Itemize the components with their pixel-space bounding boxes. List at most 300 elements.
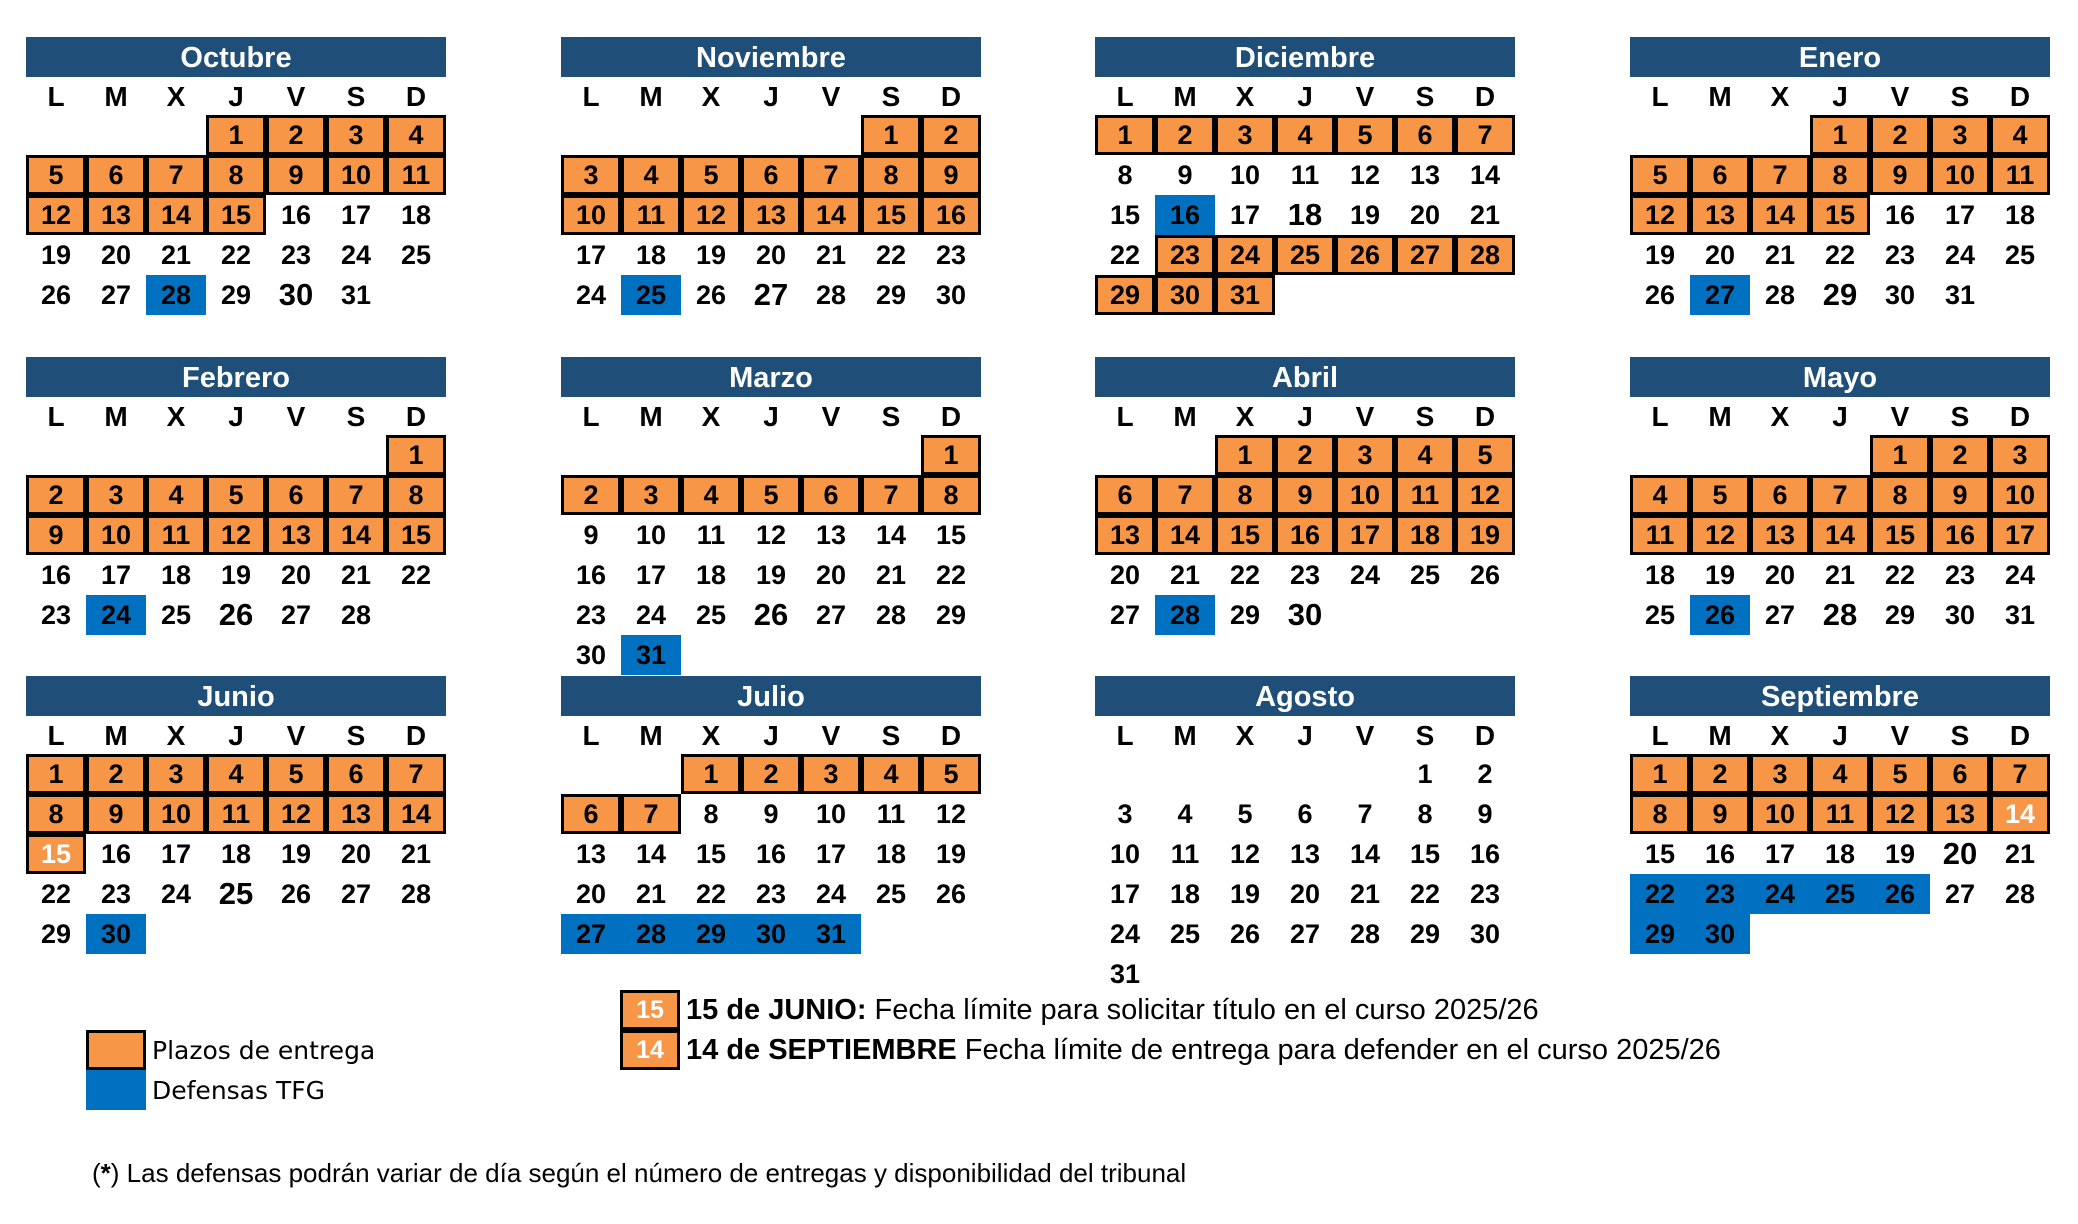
- day-cell: 12: [1229, 839, 1261, 869]
- day-cell: 21: [875, 560, 907, 590]
- day-cell: 3: [561, 155, 621, 195]
- day-cell: 5: [1335, 115, 1395, 155]
- day-cell: 27: [1109, 600, 1141, 630]
- month-title: Marzo: [561, 357, 981, 397]
- day-cell: 12: [755, 520, 787, 550]
- weekday-label: S: [1415, 720, 1435, 751]
- weekday-label: M: [1708, 720, 1732, 751]
- day-cell: 25: [160, 600, 192, 630]
- day-cell: 27: [340, 879, 372, 909]
- day-cell: 28: [875, 600, 907, 630]
- day-cell: 29: [1630, 914, 1690, 954]
- weekday-label: V: [286, 720, 306, 751]
- day-cell: 19: [1884, 839, 1916, 869]
- day-cell: 10: [561, 195, 621, 235]
- day-cell: 7: [1155, 475, 1215, 515]
- day-cell: 29: [875, 280, 907, 310]
- day-cell: 10: [1990, 475, 2050, 515]
- day-cell: 23: [1155, 235, 1215, 275]
- day-cell: 26: [753, 597, 789, 632]
- day-cell: 4: [146, 475, 206, 515]
- day-cell: 23: [1884, 240, 1916, 270]
- weekday-label: M: [104, 81, 128, 112]
- day-cell: 1: [1810, 115, 1870, 155]
- month-agosto: [1095, 676, 1515, 994]
- day-cell: 21: [400, 839, 432, 869]
- day-cell: 28: [1155, 595, 1215, 635]
- note-septiembre-badge: 14: [620, 1030, 680, 1070]
- day-cell: 28: [1822, 597, 1858, 632]
- day-cell: 27: [561, 914, 621, 954]
- day-cell: 10: [1750, 794, 1810, 834]
- day-cell: 5: [206, 475, 266, 515]
- day-cell: 20: [1109, 560, 1141, 590]
- day-cell: 16: [100, 839, 132, 869]
- day-cell: 10: [635, 520, 667, 550]
- day-cell: 4: [681, 475, 741, 515]
- day-cell: 5: [921, 754, 981, 794]
- day-cell: 18: [1169, 879, 1201, 909]
- day-cell: 18: [400, 200, 432, 230]
- weekday-header: [561, 397, 981, 435]
- weekday-label: D: [405, 401, 427, 432]
- day-cell: 25: [875, 879, 907, 909]
- day-cell: 3: [1750, 754, 1810, 794]
- weekday-label: X: [166, 81, 186, 112]
- day-cell: 4: [1990, 115, 2050, 155]
- footnote-text: ) Las defensas podrán variar de día según el número de entregas y disponibilidad del tribunal: [110, 1158, 1187, 1188]
- day-cell: 14: [801, 195, 861, 235]
- day-cell: 15: [386, 515, 446, 555]
- day-cell: 6: [1395, 115, 1455, 155]
- weekday-label: V: [1890, 401, 1910, 432]
- day-cell: 25: [1810, 874, 1870, 914]
- day-cell: 5: [1630, 155, 1690, 195]
- weekday-label: D: [405, 720, 427, 751]
- day-cell: 9: [763, 799, 779, 829]
- day-cell: 21: [1764, 240, 1796, 270]
- day-cell: 8: [1215, 475, 1275, 515]
- day-cell: 4: [621, 155, 681, 195]
- legend-plazos-label: Plazos de entrega: [152, 1035, 376, 1065]
- weekday-label: S: [881, 720, 901, 751]
- month-title: Diciembre: [1095, 37, 1515, 77]
- weekday-header: [561, 77, 981, 115]
- weekday-label: V: [1890, 720, 1910, 751]
- day-cell: 30: [1155, 275, 1215, 315]
- day-cell: 8: [1870, 475, 1930, 515]
- day-cell: 4: [206, 754, 266, 794]
- day-cell: 18: [160, 560, 192, 590]
- day-cell: 3: [86, 475, 146, 515]
- day-cell: 3: [1117, 799, 1133, 829]
- weekday-label: L: [582, 81, 600, 112]
- day-cell: 5: [681, 155, 741, 195]
- day-cell: 4: [1395, 435, 1455, 475]
- weekday-label: M: [1708, 401, 1732, 432]
- day-cell: 6: [801, 475, 861, 515]
- day-cell: 17: [340, 200, 372, 230]
- day-cell: 12: [935, 799, 967, 829]
- weekday-header: [26, 77, 446, 115]
- day-cell: 27: [1395, 235, 1455, 275]
- day-cell: 4: [861, 754, 921, 794]
- day-cell: 29: [935, 600, 967, 630]
- weekday-label: M: [1173, 81, 1197, 112]
- weekday-label: L: [1651, 401, 1669, 432]
- note-septiembre-text: Fecha límite de entrega para defender en el curso 2025/26: [956, 1033, 1721, 1066]
- day-cell: 28: [1764, 280, 1796, 310]
- weekday-label: M: [104, 401, 128, 432]
- weekday-label: L: [1116, 401, 1134, 432]
- day-cell: 23: [1289, 560, 1321, 590]
- day-cell: 27: [815, 600, 847, 630]
- weekday-label: S: [881, 81, 901, 112]
- day-cell: 11: [1810, 794, 1870, 834]
- weekday-label: V: [821, 720, 841, 751]
- day-cell: 28: [1455, 235, 1515, 275]
- day-cell: 14: [635, 839, 667, 869]
- day-cell: 23: [1469, 879, 1501, 909]
- day-cell: 26: [1229, 919, 1261, 949]
- day-cell: 1: [861, 115, 921, 155]
- month-enero: [1630, 37, 2050, 355]
- day-cell: 9: [1930, 475, 1990, 515]
- day-cell: 24: [1750, 874, 1810, 914]
- day-cell: 24: [1349, 560, 1381, 590]
- day-cell: 1: [1630, 754, 1690, 794]
- day-cell: 1: [681, 754, 741, 794]
- day-cell: 11: [621, 195, 681, 235]
- day-cell: 20: [575, 879, 607, 909]
- day-cell: 6: [1297, 799, 1313, 829]
- note-junio: [620, 990, 1539, 1030]
- day-cell: 24: [2004, 560, 2036, 590]
- month-title: Noviembre: [561, 37, 981, 77]
- day-cell: 2: [1275, 435, 1335, 475]
- day-cell: 11: [1630, 515, 1690, 555]
- weekday-label: L: [1116, 720, 1134, 751]
- day-cell: 13: [1930, 794, 1990, 834]
- days-grid: [1630, 115, 2050, 355]
- day-cell: 27: [100, 280, 132, 310]
- day-cell: 31: [801, 914, 861, 954]
- day-cell: 1: [1215, 435, 1275, 475]
- day-cell: 15: [206, 195, 266, 235]
- day-cell: 19: [220, 560, 252, 590]
- day-cell: 25: [400, 240, 432, 270]
- day-cell: 9: [1477, 799, 1493, 829]
- day-cell: 11: [1290, 160, 1320, 190]
- day-cell: 16: [1469, 839, 1501, 869]
- day-cell: 18: [220, 839, 252, 869]
- note-junio-bold: 15 de JUNIO:: [686, 993, 867, 1026]
- day-cell: 31: [2004, 600, 2036, 630]
- day-cell: 11: [1990, 155, 2050, 195]
- day-cell: 16: [575, 560, 607, 590]
- day-cell: 2: [561, 475, 621, 515]
- day-cell: 7: [1810, 475, 1870, 515]
- days-grid: [1095, 754, 1515, 994]
- day-cell: 30: [1884, 280, 1916, 310]
- day-cell: 18: [1287, 197, 1323, 232]
- day-cell: 19: [1644, 240, 1676, 270]
- day-cell: 30: [1287, 597, 1323, 632]
- weekday-label: J: [1297, 81, 1313, 112]
- day-cell: 25: [218, 876, 254, 911]
- day-cell: 17: [1990, 515, 2050, 555]
- day-cell: 25: [1169, 919, 1201, 949]
- weekday-label: J: [1832, 401, 1848, 432]
- day-cell: 14: [1469, 160, 1501, 190]
- day-cell: 16: [1275, 515, 1335, 555]
- weekday-label: S: [346, 81, 366, 112]
- day-cell: 9: [266, 155, 326, 195]
- day-cell: 20: [815, 560, 847, 590]
- day-cell: 22: [935, 560, 967, 590]
- day-cell: 7: [861, 475, 921, 515]
- month-title: Febrero: [26, 357, 446, 397]
- day-cell: 6: [1930, 754, 1990, 794]
- weekday-label: M: [104, 720, 128, 751]
- day-cell: 6: [741, 155, 801, 195]
- weekday-header: [26, 397, 446, 435]
- day-cell: 21: [815, 240, 847, 270]
- day-cell: 7: [801, 155, 861, 195]
- weekday-label: D: [2009, 720, 2031, 751]
- day-cell: 11: [206, 794, 266, 834]
- day-cell: 27: [1944, 879, 1976, 909]
- day-cell: 13: [1409, 160, 1441, 190]
- day-cell: 12: [1349, 160, 1381, 190]
- weekday-label: X: [701, 401, 721, 432]
- day-cell: 18: [635, 240, 667, 270]
- day-cell: 13: [741, 195, 801, 235]
- day-cell: 1: [1870, 435, 1930, 475]
- day-cell: 19: [1229, 879, 1261, 909]
- weekday-header: [1630, 77, 2050, 115]
- day-cell: 9: [86, 794, 146, 834]
- day-cell: 26: [218, 597, 254, 632]
- day-cell: 23: [1690, 874, 1750, 914]
- blue-swatch: [86, 1070, 146, 1110]
- day-cell: 11: [876, 799, 906, 829]
- day-cell: 4: [1177, 799, 1193, 829]
- day-cell: 1: [1417, 759, 1433, 789]
- weekday-label: S: [1415, 81, 1435, 112]
- days-grid: [1630, 435, 2050, 675]
- day-cell: 6: [561, 794, 621, 834]
- day-cell: 22: [1630, 874, 1690, 914]
- weekday-header: [26, 716, 446, 754]
- day-cell: 4: [1275, 115, 1335, 155]
- day-cell: 7: [386, 754, 446, 794]
- month-septiembre: [1630, 676, 2050, 994]
- day-cell: 14: [326, 515, 386, 555]
- day-cell: 8: [26, 794, 86, 834]
- day-cell: 21: [1169, 560, 1201, 590]
- weekday-label: V: [1355, 81, 1375, 112]
- day-cell: 24: [575, 280, 607, 310]
- day-cell: 12: [1690, 515, 1750, 555]
- day-cell: 11: [386, 155, 446, 195]
- day-cell: 2: [1477, 759, 1493, 789]
- weekday-label: L: [1116, 81, 1134, 112]
- weekday-label: V: [286, 81, 306, 112]
- day-cell: 15: [695, 839, 727, 869]
- weekday-header: [1630, 716, 2050, 754]
- day-cell: 23: [280, 240, 312, 270]
- footnote-star: *: [100, 1158, 111, 1188]
- weekday-label: D: [2009, 401, 2031, 432]
- day-cell: 19: [1704, 560, 1736, 590]
- weekday-label: V: [1355, 401, 1375, 432]
- day-cell: 20: [340, 839, 372, 869]
- day-cell: 8: [703, 799, 719, 829]
- weekday-label: L: [47, 81, 65, 112]
- month-title: Octubre: [26, 37, 446, 77]
- day-cell: 15: [1810, 195, 1870, 235]
- day-cell: 15: [26, 834, 86, 874]
- day-cell: 8: [386, 475, 446, 515]
- day-cell: 27: [1289, 919, 1321, 949]
- day-cell: 17: [100, 560, 132, 590]
- weekday-label: J: [1297, 401, 1313, 432]
- day-cell: 12: [26, 195, 86, 235]
- day-cell: 25: [1275, 235, 1335, 275]
- day-cell: 5: [1870, 754, 1930, 794]
- day-cell: 28: [815, 280, 847, 310]
- month-title: Abril: [1095, 357, 1515, 397]
- days-grid: [561, 435, 981, 675]
- day-cell: 14: [1750, 195, 1810, 235]
- day-cell: 16: [1704, 839, 1736, 869]
- weekday-label: J: [763, 81, 779, 112]
- day-cell: 17: [160, 839, 192, 869]
- month-title: Julio: [561, 676, 981, 716]
- note-junio-text: Fecha límite para solicitar título en el curso 2025/26: [866, 993, 1539, 1026]
- day-cell: 13: [326, 794, 386, 834]
- day-cell: 22: [1109, 240, 1141, 270]
- month-title: Junio: [26, 676, 446, 716]
- day-cell: 14: [1155, 515, 1215, 555]
- weekday-header: [1095, 716, 1515, 754]
- day-cell: 16: [280, 200, 312, 230]
- weekday-label: D: [2009, 81, 2031, 112]
- weekday-header: [1630, 397, 2050, 435]
- day-cell: 19: [935, 839, 967, 869]
- day-cell: 12: [266, 794, 326, 834]
- day-cell: 21: [1824, 560, 1856, 590]
- day-cell: 27: [280, 600, 312, 630]
- day-cell: 10: [1109, 839, 1141, 869]
- day-cell: 22: [1229, 560, 1261, 590]
- day-cell: 19: [1455, 515, 1515, 555]
- day-cell: 20: [100, 240, 132, 270]
- weekday-label: M: [1708, 81, 1732, 112]
- day-cell: 13: [1690, 195, 1750, 235]
- day-cell: 12: [1870, 794, 1930, 834]
- day-cell: 6: [266, 475, 326, 515]
- day-cell: 11: [696, 520, 726, 550]
- month-marzo: [561, 357, 981, 675]
- day-cell: 13: [575, 839, 607, 869]
- day-cell: 22: [400, 560, 432, 590]
- day-cell: 21: [340, 560, 372, 590]
- day-cell: 10: [1229, 160, 1261, 190]
- day-cell: 26: [695, 280, 727, 310]
- weekday-label: X: [166, 720, 186, 751]
- day-cell: 15: [1109, 200, 1141, 230]
- day-cell: 22: [695, 879, 727, 909]
- day-cell: 8: [1117, 160, 1133, 190]
- day-cell: 20: [755, 240, 787, 270]
- day-cell: 31: [621, 635, 681, 675]
- day-cell: 26: [1644, 280, 1676, 310]
- weekday-header: [1095, 397, 1515, 435]
- day-cell: 4: [1630, 475, 1690, 515]
- weekday-label: L: [47, 401, 65, 432]
- day-cell: 25: [695, 600, 727, 630]
- day-cell: 16: [40, 560, 72, 590]
- day-cell: 28: [621, 914, 681, 954]
- day-cell: 31: [1944, 280, 1976, 310]
- legend-plazos: [86, 1030, 375, 1070]
- day-cell: 17: [635, 560, 667, 590]
- day-cell: 3: [1215, 115, 1275, 155]
- day-cell: 1: [386, 435, 446, 475]
- weekday-label: J: [1832, 81, 1848, 112]
- day-cell: 10: [1930, 155, 1990, 195]
- weekday-label: X: [166, 401, 186, 432]
- day-cell: 9: [1690, 794, 1750, 834]
- day-cell: 23: [40, 600, 72, 630]
- day-cell: 22: [40, 879, 72, 909]
- day-cell: 2: [1155, 115, 1215, 155]
- month-julio: [561, 676, 981, 994]
- footnote-prefix: (: [92, 1158, 101, 1188]
- day-cell: 31: [1109, 959, 1141, 989]
- weekday-label: V: [821, 81, 841, 112]
- day-cell: 18: [875, 839, 907, 869]
- day-cell: 29: [1095, 275, 1155, 315]
- day-cell: 7: [1357, 799, 1373, 829]
- day-cell: 22: [1884, 560, 1916, 590]
- days-grid: [26, 435, 446, 675]
- day-cell: 30: [1690, 914, 1750, 954]
- day-cell: 5: [1237, 799, 1253, 829]
- day-cell: 14: [1810, 515, 1870, 555]
- weekday-label: X: [1235, 401, 1255, 432]
- note-junio-badge: 15: [620, 990, 680, 1030]
- day-cell: 30: [741, 914, 801, 954]
- day-cell: 9: [921, 155, 981, 195]
- day-cell: 7: [326, 475, 386, 515]
- day-cell: 18: [2004, 200, 2036, 230]
- month-abril: [1095, 357, 1515, 675]
- weekday-label: X: [1770, 81, 1790, 112]
- weekday-label: L: [1651, 720, 1669, 751]
- month-febrero: [26, 357, 446, 675]
- day-cell: 21: [2004, 839, 2036, 869]
- day-cell: 6: [326, 754, 386, 794]
- day-cell: 18: [695, 560, 727, 590]
- day-cell: 26: [1335, 235, 1395, 275]
- day-cell: 23: [575, 600, 607, 630]
- day-cell: 14: [386, 794, 446, 834]
- day-cell: 4: [1810, 754, 1870, 794]
- day-cell: 9: [1275, 475, 1335, 515]
